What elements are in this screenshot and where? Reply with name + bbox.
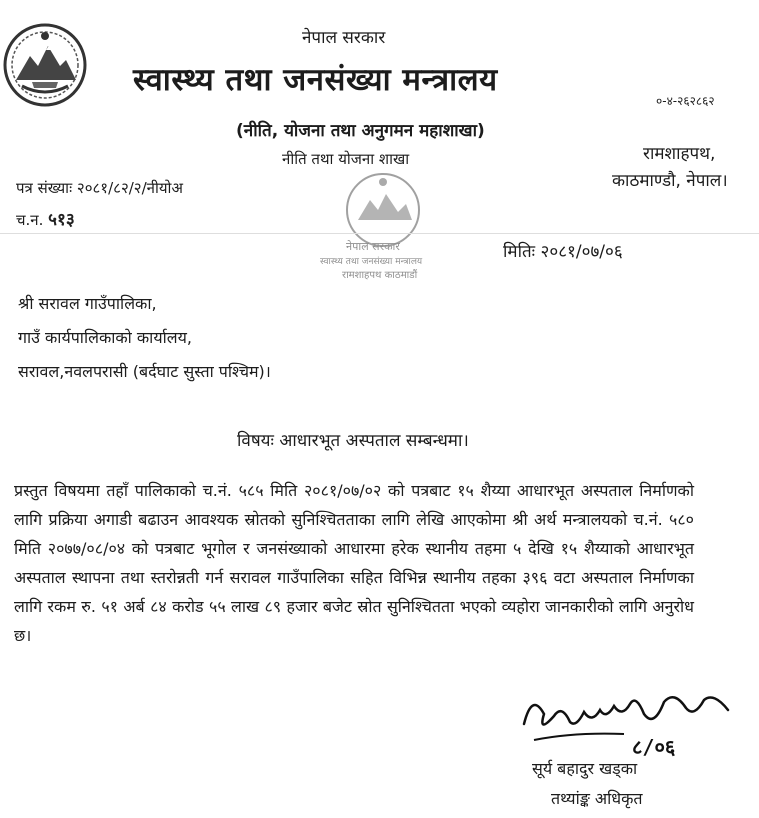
signatory-name: सूर्य बहादुर खड्का [532,759,638,778]
dispatch-number-value: ५१३ [48,210,75,230]
date-value: २०८१/०७/०६ [540,242,623,262]
section-name: नीति तथा योजना शाखा [282,150,410,168]
phone-number: ०-४-२६२८६२ [656,94,715,108]
body-paragraph: प्रस्तुत विषयमा तहाँ पालिकाको च.नं. ५८५ मिति २०८१/०७/०२ को पत्रबाट १५ शैय्या आधारभूत अस्पताल निर्माणको लागि प्रक्रिया अगाडी बढाउन आवश्यक स्रोतको सुनिश्चितताका लागि लेखि आएकोमा श्री अर्थ मन्त्रालयको च.नं. ५८० मिति २०७७/०८/०४ को पत्रबाट भूगोल र जनसंख्याको आधारमा हरेक स्थानीय तहमा ५ देखि १५ शैय्याको आधारभूत अस्पताल स्थापना तथा स्तरोन्नती गर्न सरावल गाउँपालिका सहित विभिन्न स्थानीय तहका ३९६ वटा अस्पताल निर्माणका लागि रकम रु. ५१ अर्ब ८४ करोड ५५ लाख ८९ हजार बजेट स्रोत सुनिश्चितता भएको व्यहोरा जानकारीको लागि अनुरोध छ। [14,481,694,645]
division-name: (नीति, योजना तथा अनुगमन महाशाखा) [236,121,485,141]
header-divider [0,233,759,234]
recipient-line-3: सरावल,नवलपरासी (बर्दघाट सुस्ता पश्चिम)। [18,362,271,381]
date-label: मितिः [503,242,536,262]
nepal-government-emblem [2,22,88,108]
dispatch-number [16,207,75,230]
svg-text:स्वास्थ्य तथा जनसंख्या मन्त्रा: स्वास्थ्य तथा जनसंख्या मन्त्रालय [320,257,423,267]
letter-number-label: पत्र संख्याः [16,179,73,197]
address-line-2: काठमाण्डौ, नेपाल। [612,171,728,191]
svg-text:रामशाहपथ काठमाडौं: रामशाहपथ काठमाडौं [342,270,418,281]
svg-text:८/०६: ८/०६ [632,735,676,759]
recipient-line-2: गाउँ कार्यपालिकाको कार्यालय, [18,328,192,347]
ministry-name: स्वास्थ्य तथा जनसंख्या मन्त्रालय [133,62,498,98]
dispatch-number-label: च.न. [16,211,44,229]
signatory-title: तथ्यांङ्क अधिकृत [551,789,643,808]
svg-text:नेपाल सरकार: नेपाल सरकार [346,240,400,253]
recipient-line-1: श्री सरावल गाउँपालिका, [18,294,157,313]
letter-number [16,178,183,198]
letter-date [503,239,623,262]
handwritten-signature [514,684,754,764]
government-name: नेपाल सरकार [302,28,386,48]
letter-body [14,476,694,650]
letter-subject: विषयः आधारभूत अस्पताल सम्बन्धमा। [237,431,469,451]
letter-number-value: २०८१/८२/२/नीयोअ [76,179,183,197]
address-line-1: रामशाहपथ, [643,144,716,164]
office-stamp [316,158,450,284]
